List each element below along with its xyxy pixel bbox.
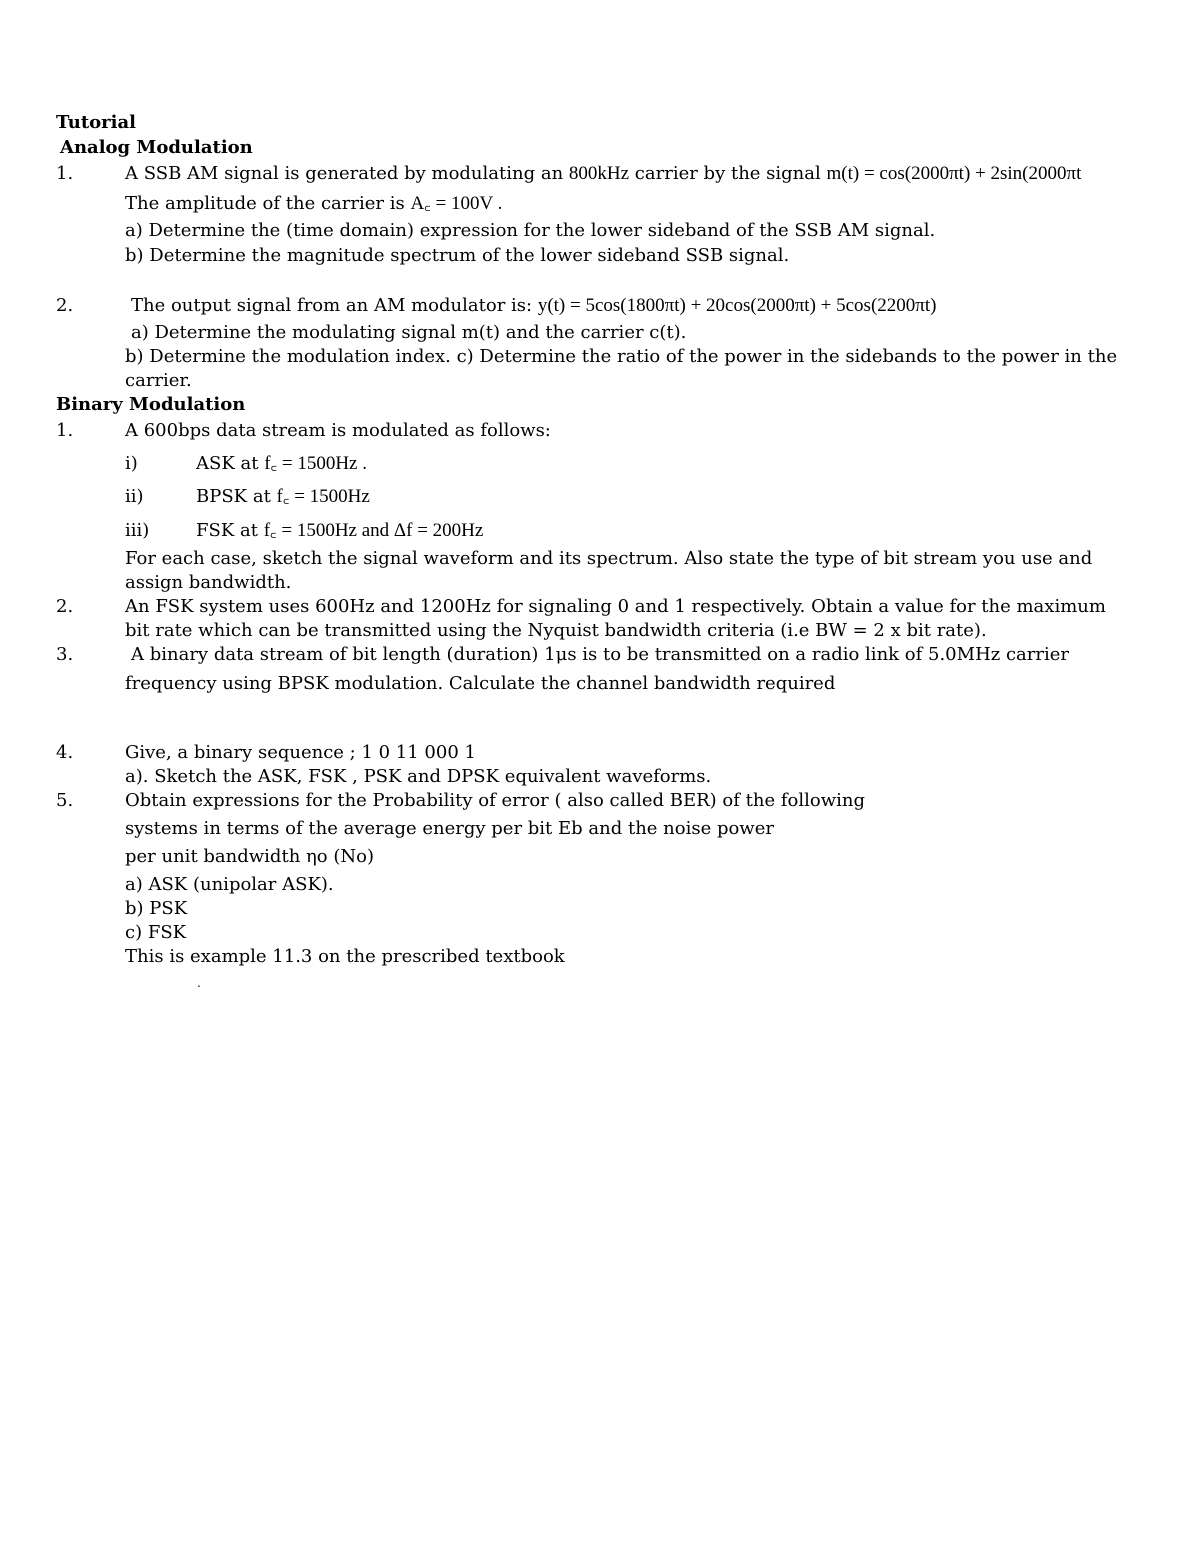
binary-q1-item-expr: f꜀ = 1500Hz . [264,453,367,474]
binary-q5-line3: per unit bandwidth ηo (No) [125,846,374,867]
question-number: 3. [56,644,74,665]
carrier-frequency: 800kHz [568,163,630,184]
question-number: 2. [56,596,74,617]
binary-q1-item [196,520,483,542]
binary-q5-line2: systems in terms of the average energy per bit Eb and the noise power [125,818,774,839]
binary-q4-line1: Give, a binary sequence ; 1 0 11 000 1 [125,742,476,763]
question-number: 5. [56,790,74,811]
analog-q1-line2 [125,193,502,215]
binary-q1-item-label: i) [125,453,138,474]
analog-q1-part-a: a) Determine the (time domain) expression for the lower sideband of the SSB AM signal. [125,220,936,241]
analog-q1-amp-text: The amplitude of the carrier is [125,193,405,214]
binary-q4-line2: a). Sketch the ASK, FSK , PSK and DPSK equivalent waveforms. [125,766,712,787]
binary-q5-option: b) PSK [125,898,188,919]
analog-q2-part-b1: b) Determine the modulation index. c) Determine the ratio of the power in the sidebands to the power in the [125,346,1118,367]
analog-q1-part-b: b) Determine the magnitude spectrum of the lower sideband SSB signal. [125,245,790,266]
analog-q1-text: A SSB AM signal is generated by modulating an [125,163,564,184]
analog-q2-part-a: a) Determine the modulating signal m(t) and the carrier c(t). [131,322,687,343]
question-number: 1. [56,163,74,184]
am-output-signal: y(t) = 5cos(1800πt) + 20cos(2000πt) + 5cos(2200πt) [537,295,937,316]
binary-q1-item-text: ASK at [196,453,259,474]
message-signal: m(t) = cos(2000πt) + 2sin(2000πt [826,163,1082,184]
carrier-amplitude: A꜀ = 100V . [410,193,503,214]
binary-q1-item-expr: f꜀ = 1500Hz [276,486,370,507]
binary-q5-note: This is example 11.3 on the prescribed textbook [125,946,565,967]
section-heading-binary: Binary Modulation [56,394,246,415]
binary-q1-item-label: iii) [125,520,150,541]
binary-q5-option: a) ASK (unipolar ASK). [125,874,334,895]
binary-q1-item [196,486,370,508]
binary-q2-line1: An FSK system uses 600Hz and 1200Hz for signaling 0 and 1 respectively. Obtain a value for the maximum [125,596,1106,617]
question-number: 2. [56,295,74,316]
binary-q1-item-expr: f꜀ = 1500Hz and Δf = 200Hz [263,520,484,541]
section-heading-analog: Analog Modulation [60,137,253,158]
binary-q1-tail1: For each case, sketch the signal waveform and its spectrum. Also state the type of bit stream you use and [125,548,1093,569]
trailing-dot: . [197,976,201,990]
analog-q1-text-b: carrier by the signal [634,163,821,184]
binary-q1-tail2: assign bandwidth. [125,572,292,593]
analog-q2-line1 [131,295,936,317]
binary-q3-line1: A binary data stream of bit length (duration) 1μs is to be transmitted on a radio link of 5.0MHz carrier [131,644,1070,665]
question-number: 1. [56,420,74,441]
binary-q1-item-label: ii) [125,486,144,507]
binary-q1-item [196,453,367,475]
analog-q1-line1 [125,163,1081,185]
binary-q2-line2: bit rate which can be transmitted using the Nyquist bandwidth criteria (i.e BW = 2 x bit rate). [125,620,987,641]
page-title: Tutorial [56,112,136,133]
binary-q1-line1: A 600bps data stream is modulated as follows: [125,420,551,441]
binary-q3-line2: frequency using BPSK modulation. Calculate the channel bandwidth required [125,673,836,694]
binary-q5-option: c) FSK [125,922,187,943]
analog-q2-text: The output signal from an AM modulator is: [131,295,533,316]
binary-q1-item-text: BPSK at [196,486,271,507]
analog-q2-part-b2: carrier. [125,370,192,391]
question-number: 4. [56,742,74,763]
binary-q5-line1: Obtain expressions for the Probability of error ( also called BER) of the following [125,790,865,811]
binary-q1-item-text: FSK at [196,520,258,541]
